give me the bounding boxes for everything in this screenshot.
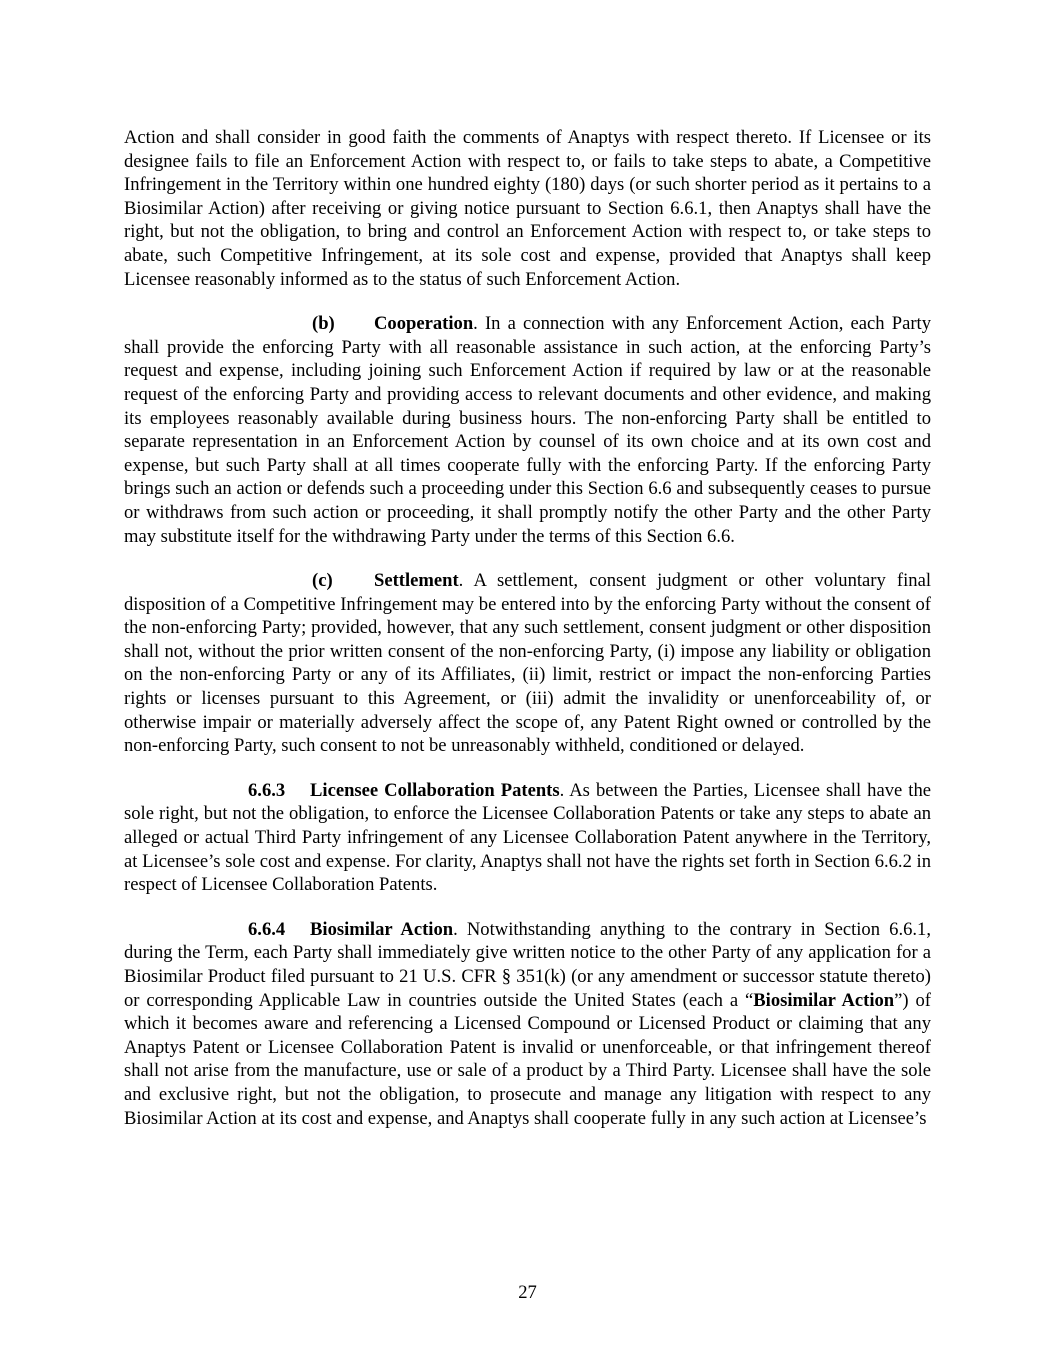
section-text-6-6-4-part-a: . Notwithstanding anything to the contrary in Section 6.6.1, during the Term, each Party shall immediately give written notice to the other Party of any application for a Biosimilar Product filed pursuant to 21 U.S. CFR § 351(k) (or any amendment or successor statute thereto) or corresponding Applicable Law in countries outside the United States (each a “	[124, 918, 931, 1011]
paragraph-c-settlement	[124, 569, 931, 758]
section-6-6-4	[124, 918, 931, 1130]
section-heading-biosimilar-action: Biosimilar Action	[310, 918, 454, 940]
clause-number-c: (c)	[312, 570, 333, 592]
clause-heading-settlement: Settlement	[374, 570, 459, 592]
section-text-6-6-4-part-b: ”) of which it becomes aware and referencing a Licensed Compound or Licensed Product or claiming that any Anaptys Patent or Licensee Collaboration Patent is invalid or unenforceable, or that infringement thereof shall not arise from the manufacture, use or sale of a product by a Third Party. Licensee shall have the sole and exclusive right, but not the obligation, to prosecute and manage any litigation with respect to any Biosimilar Action at its cost and expense, and Anaptys shall cooperate fully in any such action at Licensee’s	[124, 989, 931, 1129]
section-heading-licensee-collaboration-patents: Licensee Collaboration Patents	[310, 779, 560, 801]
section-6-6-3	[124, 779, 931, 897]
document-body	[124, 126, 931, 1151]
section-text-6-6-3: . As between the Parties, Licensee shall have the sole right, but not the obligation, to enforce the Licensee Collaboration Patents or take any steps to abate an alleged or actual Third Party infringement of any Licensee Collaboration Patent anywhere in the Territory, at Licensee’s sole cost and expense. For clarity, Anaptys shall not have the rights set forth in Section 6.6.2 in respect of Licensee Collaboration Patents.	[124, 779, 931, 896]
paragraph-continuation: Action and shall consider in good faith the comments of Anaptys with respect thereto. If Licensee or its designee fails to file an Enforcement Action with respect to, or fails to take steps to abate, a Competitive Infringement in the Territory within one hundred eighty (180) days (or such shorter period as it pertains to a Biosimilar Action) after receiving or giving notice pursuant to Section 6.6.1, then Anaptys shall have the right, but not the obligation, to bring and control an Enforcement Action with respect to, or take steps to abate, such Competitive Infringement, at its sole cost and expense, provided that Anaptys shall keep Licensee reasonably informed as to the status of such Enforcement Action.	[124, 127, 931, 290]
clause-number-b: (b)	[312, 313, 335, 335]
clause-heading-cooperation: Cooperation	[374, 313, 474, 335]
paragraph-b-cooperation	[124, 312, 931, 548]
clause-text-settlement: . A settlement, consent judgment or other voluntary final disposition of a Competitive Infringement may be entered into by the enforcing Party without the consent of the non-enforcing Party; provided, however, that any such settlement, consent judgment or other disposition shall not, without the prior written consent of the non-enforcing Party, (i) impose any liability or obligation on the non-enforcing Party or any of its Affiliates, (ii) limit, restrict or impact the non-enforcing Parties rights or licenses pursuant to this Agreement, or (iii) admit the invalidity or unenforceability of, or otherwise impair or materially adversely affect the scope of, any Patent Right owned or controlled by the non-enforcing Party, such consent to not be unreasonably withheld, conditioned or delayed.	[124, 570, 931, 757]
page-number: 27	[518, 1282, 537, 1303]
section-number-6-6-3: 6.6.3	[248, 779, 286, 801]
clause-text-cooperation: . In a connection with any Enforcement Action, each Party shall provide the enforcing Party with all reasonable assistance in such action, at the enforcing Party’s request and expense, including joining such Enforcement Action if required by law or at the reasonable request of the enforcing Party and providing access to relevant documents and other evidence, and making its employees reasonably available during business hours. The non-enforcing Party shall be entitled to separate representation in an Enforcement Action by counsel of its own choice and at its own cost and expense, but such Party shall at all times cooperate fully with the enforcing Party. If the enforcing Party brings such an action or defends such a proceeding under this Section 6.6 and subsequently ceases to pursue or withdraws from such action or proceeding, it shall promptly notify the other Party and the other Party may substitute itself for the withdrawing Party under the terms of this Section 6.6.	[124, 313, 931, 547]
section-number-6-6-4: 6.6.4	[248, 918, 286, 940]
defined-term-biosimilar-action: Biosimilar Action	[753, 989, 895, 1011]
